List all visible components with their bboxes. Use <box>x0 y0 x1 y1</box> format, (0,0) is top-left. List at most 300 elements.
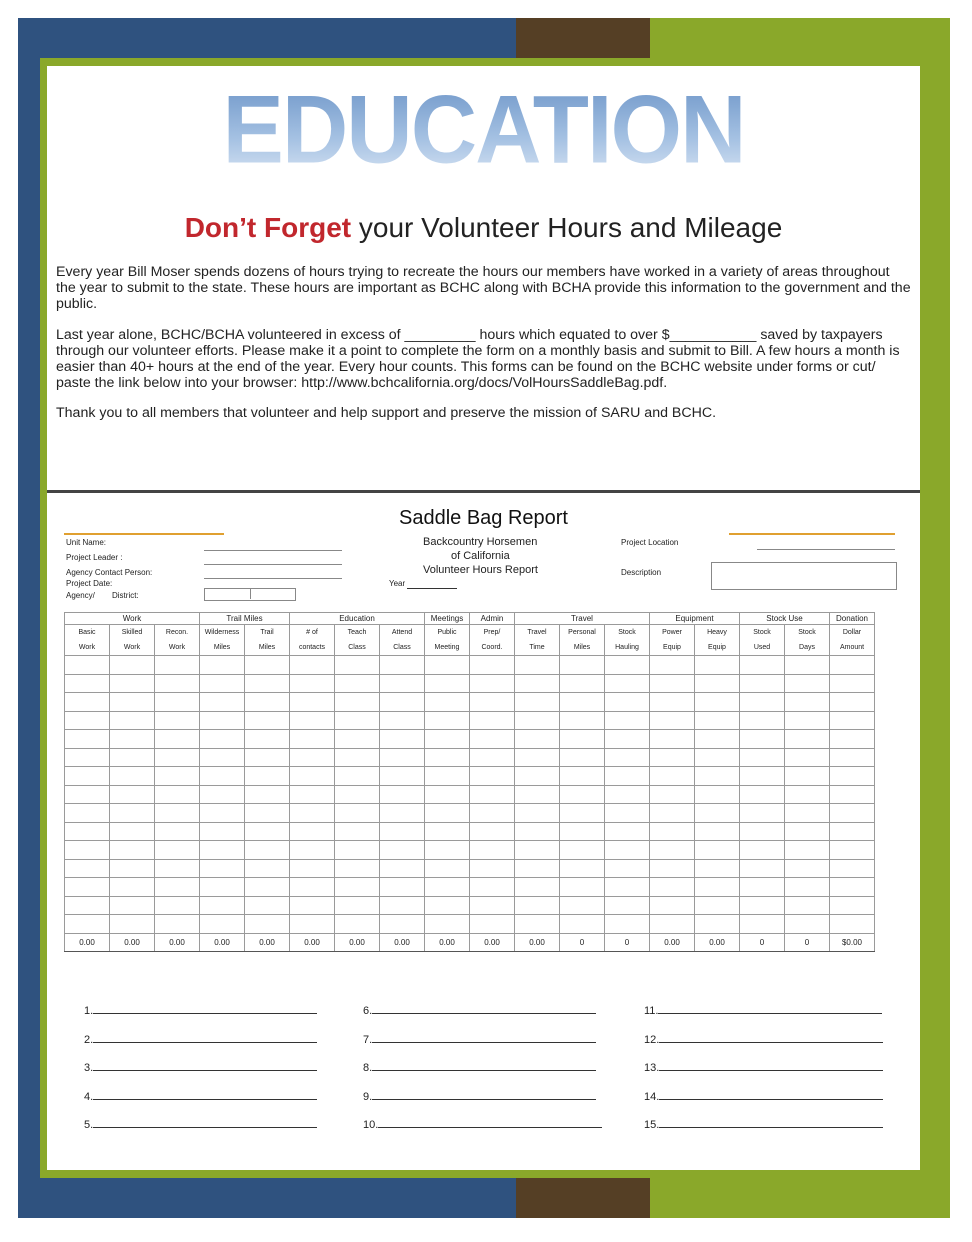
entry-cell[interactable] <box>650 859 695 878</box>
entry-cell[interactable] <box>380 674 425 693</box>
entry-cell[interactable] <box>200 896 245 915</box>
entry-cell[interactable] <box>425 915 470 934</box>
entry-cell[interactable] <box>830 859 875 878</box>
entry-cell[interactable] <box>65 730 110 749</box>
signature-line[interactable] <box>84 1117 317 1131</box>
entry-cell[interactable] <box>245 711 290 730</box>
entry-cell[interactable] <box>290 804 335 823</box>
signature-line[interactable] <box>363 1089 596 1103</box>
entry-cell[interactable] <box>200 748 245 767</box>
entry-cell[interactable] <box>425 859 470 878</box>
description-field[interactable] <box>711 562 897 590</box>
entry-cell[interactable] <box>200 785 245 804</box>
entry-cell[interactable] <box>740 674 785 693</box>
entry-cell[interactable] <box>560 767 605 786</box>
entry-cell[interactable] <box>65 748 110 767</box>
entry-cell[interactable] <box>65 711 110 730</box>
entry-cell[interactable] <box>650 915 695 934</box>
entry-cell[interactable] <box>605 693 650 712</box>
entry-cell[interactable] <box>695 674 740 693</box>
signature-line[interactable] <box>84 1060 317 1074</box>
entry-cell[interactable] <box>560 878 605 897</box>
entry-cell[interactable] <box>785 711 830 730</box>
entry-cell[interactable] <box>335 804 380 823</box>
entry-cell[interactable] <box>785 767 830 786</box>
entry-cell[interactable] <box>245 878 290 897</box>
entry-cell[interactable] <box>740 748 785 767</box>
entry-cell[interactable] <box>335 785 380 804</box>
entry-cell[interactable] <box>380 785 425 804</box>
entry-cell[interactable] <box>110 656 155 675</box>
signature-line[interactable] <box>84 1032 317 1046</box>
entry-cell[interactable] <box>470 730 515 749</box>
entry-cell[interactable] <box>560 785 605 804</box>
entry-cell[interactable] <box>650 674 695 693</box>
entry-cell[interactable] <box>380 859 425 878</box>
entry-cell[interactable] <box>695 693 740 712</box>
entry-cell[interactable] <box>380 878 425 897</box>
entry-cell[interactable] <box>380 841 425 860</box>
entry-cell[interactable] <box>515 804 560 823</box>
signature-blank[interactable] <box>378 1117 602 1128</box>
entry-cell[interactable] <box>200 656 245 675</box>
entry-cell[interactable] <box>380 693 425 712</box>
entry-cell[interactable] <box>155 841 200 860</box>
entry-cell[interactable] <box>695 896 740 915</box>
entry-cell[interactable] <box>695 841 740 860</box>
entry-cell[interactable] <box>290 674 335 693</box>
entry-cell[interactable] <box>425 804 470 823</box>
entry-cell[interactable] <box>200 711 245 730</box>
entry-cell[interactable] <box>65 822 110 841</box>
entry-cell[interactable] <box>110 711 155 730</box>
entry-cell[interactable] <box>740 859 785 878</box>
entry-cell[interactable] <box>740 767 785 786</box>
entry-cell[interactable] <box>245 859 290 878</box>
signature-blank[interactable] <box>659 1117 883 1128</box>
entry-cell[interactable] <box>650 804 695 823</box>
entry-cell[interactable] <box>470 711 515 730</box>
entry-cell[interactable] <box>560 896 605 915</box>
entry-cell[interactable] <box>650 841 695 860</box>
entry-cell[interactable] <box>65 693 110 712</box>
entry-cell[interactable] <box>380 804 425 823</box>
signature-line[interactable] <box>84 1089 317 1103</box>
signature-blank[interactable] <box>93 1117 317 1128</box>
entry-cell[interactable] <box>290 822 335 841</box>
entry-cell[interactable] <box>155 693 200 712</box>
entry-cell[interactable] <box>695 748 740 767</box>
entry-cell[interactable] <box>605 822 650 841</box>
entry-cell[interactable] <box>785 785 830 804</box>
entry-cell[interactable] <box>695 804 740 823</box>
signature-line[interactable] <box>644 1089 883 1103</box>
entry-cell[interactable] <box>110 767 155 786</box>
entry-cell[interactable] <box>605 730 650 749</box>
entry-cell[interactable] <box>380 896 425 915</box>
entry-cell[interactable] <box>425 822 470 841</box>
entry-cell[interactable] <box>380 711 425 730</box>
entry-cell[interactable] <box>785 841 830 860</box>
signature-blank[interactable] <box>372 1060 596 1071</box>
entry-cell[interactable] <box>830 674 875 693</box>
entry-cell[interactable] <box>740 693 785 712</box>
entry-cell[interactable] <box>470 915 515 934</box>
entry-cell[interactable] <box>290 730 335 749</box>
entry-cell[interactable] <box>155 859 200 878</box>
entry-cell[interactable] <box>695 785 740 804</box>
signature-line[interactable] <box>644 1117 883 1131</box>
signature-line[interactable] <box>84 1003 317 1017</box>
signature-blank[interactable] <box>659 1032 883 1043</box>
entry-cell[interactable] <box>380 748 425 767</box>
entry-cell[interactable] <box>200 674 245 693</box>
entry-cell[interactable] <box>65 878 110 897</box>
entry-cell[interactable] <box>380 915 425 934</box>
entry-cell[interactable] <box>110 748 155 767</box>
entry-cell[interactable] <box>290 711 335 730</box>
entry-cell[interactable] <box>830 767 875 786</box>
entry-cell[interactable] <box>245 896 290 915</box>
entry-cell[interactable] <box>470 841 515 860</box>
entry-cell[interactable] <box>335 693 380 712</box>
entry-cell[interactable] <box>470 822 515 841</box>
entry-cell[interactable] <box>605 859 650 878</box>
entry-cell[interactable] <box>290 785 335 804</box>
entry-cell[interactable] <box>200 878 245 897</box>
project-leader-field[interactable] <box>204 564 342 565</box>
entry-cell[interactable] <box>515 859 560 878</box>
entry-cell[interactable] <box>425 674 470 693</box>
entry-cell[interactable] <box>335 674 380 693</box>
entry-cell[interactable] <box>425 656 470 675</box>
entry-cell[interactable] <box>605 656 650 675</box>
entry-cell[interactable] <box>740 878 785 897</box>
entry-cell[interactable] <box>785 896 830 915</box>
entry-cell[interactable] <box>605 767 650 786</box>
entry-cell[interactable] <box>650 656 695 675</box>
entry-cell[interactable] <box>335 859 380 878</box>
entry-cell[interactable] <box>425 730 470 749</box>
entry-cell[interactable] <box>110 841 155 860</box>
entry-cell[interactable] <box>650 878 695 897</box>
entry-cell[interactable] <box>515 693 560 712</box>
entry-cell[interactable] <box>290 841 335 860</box>
entry-cell[interactable] <box>425 841 470 860</box>
entry-cell[interactable] <box>200 804 245 823</box>
entry-cell[interactable] <box>110 674 155 693</box>
entry-cell[interactable] <box>830 896 875 915</box>
entry-cell[interactable] <box>605 841 650 860</box>
entry-cell[interactable] <box>110 785 155 804</box>
entry-cell[interactable] <box>200 693 245 712</box>
entry-cell[interactable] <box>785 804 830 823</box>
entry-cell[interactable] <box>560 711 605 730</box>
entry-cell[interactable] <box>335 730 380 749</box>
entry-cell[interactable] <box>380 730 425 749</box>
entry-cell[interactable] <box>605 711 650 730</box>
signature-blank[interactable] <box>372 1032 596 1043</box>
entry-cell[interactable] <box>335 915 380 934</box>
entry-cell[interactable] <box>425 878 470 897</box>
entry-cell[interactable] <box>605 915 650 934</box>
signature-blank[interactable] <box>93 1089 317 1100</box>
signature-blank[interactable] <box>93 1032 317 1043</box>
agency-contact-field[interactable] <box>204 578 342 579</box>
entry-cell[interactable] <box>155 748 200 767</box>
signature-line[interactable] <box>363 1032 596 1046</box>
entry-cell[interactable] <box>830 822 875 841</box>
entry-cell[interactable] <box>830 785 875 804</box>
entry-cell[interactable] <box>515 748 560 767</box>
entry-cell[interactable] <box>650 785 695 804</box>
signature-blank[interactable] <box>93 1003 317 1014</box>
entry-cell[interactable] <box>695 915 740 934</box>
entry-cell[interactable] <box>560 693 605 712</box>
entry-cell[interactable] <box>830 878 875 897</box>
entry-cell[interactable] <box>605 804 650 823</box>
entry-cell[interactable] <box>65 656 110 675</box>
entry-cell[interactable] <box>650 711 695 730</box>
entry-cell[interactable] <box>65 674 110 693</box>
entry-cell[interactable] <box>200 915 245 934</box>
entry-cell[interactable] <box>155 711 200 730</box>
entry-cell[interactable] <box>560 674 605 693</box>
entry-cell[interactable] <box>830 748 875 767</box>
entry-cell[interactable] <box>245 748 290 767</box>
entry-cell[interactable] <box>650 896 695 915</box>
entry-cell[interactable] <box>155 878 200 897</box>
entry-cell[interactable] <box>155 674 200 693</box>
entry-cell[interactable] <box>515 841 560 860</box>
entry-cell[interactable] <box>695 656 740 675</box>
entry-cell[interactable] <box>515 656 560 675</box>
entry-cell[interactable] <box>110 915 155 934</box>
entry-cell[interactable] <box>785 730 830 749</box>
entry-cell[interactable] <box>110 822 155 841</box>
entry-cell[interactable] <box>290 748 335 767</box>
entry-cell[interactable] <box>830 730 875 749</box>
entry-cell[interactable] <box>605 896 650 915</box>
entry-cell[interactable] <box>515 767 560 786</box>
signature-line[interactable] <box>644 1003 882 1017</box>
signature-line[interactable] <box>644 1060 883 1074</box>
entry-cell[interactable] <box>785 693 830 712</box>
entry-cell[interactable] <box>245 693 290 712</box>
entry-cell[interactable] <box>380 822 425 841</box>
entry-cell[interactable] <box>335 767 380 786</box>
entry-cell[interactable] <box>290 896 335 915</box>
entry-cell[interactable] <box>695 767 740 786</box>
signature-line[interactable] <box>644 1032 883 1046</box>
entry-cell[interactable] <box>650 748 695 767</box>
entry-cell[interactable] <box>470 693 515 712</box>
entry-cell[interactable] <box>110 804 155 823</box>
entry-cell[interactable] <box>335 748 380 767</box>
entry-cell[interactable] <box>515 896 560 915</box>
entry-cell[interactable] <box>605 674 650 693</box>
entry-cell[interactable] <box>560 915 605 934</box>
signature-blank[interactable] <box>658 1003 882 1014</box>
entry-cell[interactable] <box>110 859 155 878</box>
entry-cell[interactable] <box>560 748 605 767</box>
entry-cell[interactable] <box>470 748 515 767</box>
entry-cell[interactable] <box>65 859 110 878</box>
entry-cell[interactable] <box>155 656 200 675</box>
entry-cell[interactable] <box>560 730 605 749</box>
entry-cell[interactable] <box>65 785 110 804</box>
entry-cell[interactable] <box>470 767 515 786</box>
entry-cell[interactable] <box>65 896 110 915</box>
entry-cell[interactable] <box>200 822 245 841</box>
entry-cell[interactable] <box>695 711 740 730</box>
entry-cell[interactable] <box>650 822 695 841</box>
entry-cell[interactable] <box>425 785 470 804</box>
entry-cell[interactable] <box>515 822 560 841</box>
entry-cell[interactable] <box>335 711 380 730</box>
entry-cell[interactable] <box>335 896 380 915</box>
entry-cell[interactable] <box>290 878 335 897</box>
entry-cell[interactable] <box>515 878 560 897</box>
entry-cell[interactable] <box>515 730 560 749</box>
year-field[interactable] <box>407 588 457 589</box>
entry-cell[interactable] <box>695 878 740 897</box>
entry-cell[interactable] <box>155 767 200 786</box>
entry-cell[interactable] <box>560 822 605 841</box>
entry-cell[interactable] <box>740 896 785 915</box>
entry-cell[interactable] <box>830 841 875 860</box>
entry-cell[interactable] <box>245 822 290 841</box>
entry-cell[interactable] <box>245 674 290 693</box>
entry-cell[interactable] <box>155 915 200 934</box>
entry-cell[interactable] <box>830 693 875 712</box>
entry-cell[interactable] <box>470 859 515 878</box>
entry-cell[interactable] <box>650 730 695 749</box>
signature-blank[interactable] <box>659 1060 883 1071</box>
entry-cell[interactable] <box>65 767 110 786</box>
entry-cell[interactable] <box>110 878 155 897</box>
entry-cell[interactable] <box>470 674 515 693</box>
entry-cell[interactable] <box>515 915 560 934</box>
project-location-field[interactable] <box>757 549 895 550</box>
entry-cell[interactable] <box>245 841 290 860</box>
entry-cell[interactable] <box>785 748 830 767</box>
entry-cell[interactable] <box>110 693 155 712</box>
entry-cell[interactable] <box>335 841 380 860</box>
entry-cell[interactable] <box>785 674 830 693</box>
entry-cell[interactable] <box>515 674 560 693</box>
entry-cell[interactable] <box>740 841 785 860</box>
entry-cell[interactable] <box>425 767 470 786</box>
entry-cell[interactable] <box>425 748 470 767</box>
entry-cell[interactable] <box>335 878 380 897</box>
entry-cell[interactable] <box>290 767 335 786</box>
unit-name-field[interactable] <box>204 550 342 551</box>
entry-cell[interactable] <box>110 896 155 915</box>
entry-cell[interactable] <box>515 711 560 730</box>
entry-cell[interactable] <box>740 656 785 675</box>
entry-cell[interactable] <box>650 767 695 786</box>
entry-cell[interactable] <box>740 915 785 934</box>
entry-cell[interactable] <box>470 896 515 915</box>
entry-cell[interactable] <box>65 804 110 823</box>
entry-cell[interactable] <box>245 915 290 934</box>
entry-cell[interactable] <box>470 878 515 897</box>
entry-cell[interactable] <box>155 804 200 823</box>
entry-cell[interactable] <box>65 915 110 934</box>
entry-cell[interactable] <box>695 859 740 878</box>
entry-cell[interactable] <box>335 656 380 675</box>
entry-cell[interactable] <box>335 822 380 841</box>
entry-cell[interactable] <box>200 767 245 786</box>
entry-cell[interactable] <box>470 656 515 675</box>
entry-cell[interactable] <box>425 711 470 730</box>
entry-cell[interactable] <box>290 693 335 712</box>
signature-blank[interactable] <box>372 1089 596 1100</box>
entry-cell[interactable] <box>740 730 785 749</box>
entry-cell[interactable] <box>515 785 560 804</box>
entry-cell[interactable] <box>740 785 785 804</box>
entry-cell[interactable] <box>155 822 200 841</box>
entry-cell[interactable] <box>740 804 785 823</box>
entry-cell[interactable] <box>830 804 875 823</box>
entry-cell[interactable] <box>560 656 605 675</box>
entry-cell[interactable] <box>380 656 425 675</box>
entry-cell[interactable] <box>695 730 740 749</box>
entry-cell[interactable] <box>425 693 470 712</box>
entry-cell[interactable] <box>245 730 290 749</box>
entry-cell[interactable] <box>200 841 245 860</box>
entry-cell[interactable] <box>830 711 875 730</box>
entry-cell[interactable] <box>200 730 245 749</box>
entry-cell[interactable] <box>155 896 200 915</box>
entry-cell[interactable] <box>155 730 200 749</box>
entry-cell[interactable] <box>245 767 290 786</box>
entry-cell[interactable] <box>560 841 605 860</box>
entry-cell[interactable] <box>785 656 830 675</box>
entry-cell[interactable] <box>200 859 245 878</box>
entry-cell[interactable] <box>605 878 650 897</box>
entry-cell[interactable] <box>830 915 875 934</box>
signature-line[interactable] <box>363 1117 602 1131</box>
entry-cell[interactable] <box>785 822 830 841</box>
entry-cell[interactable] <box>245 656 290 675</box>
entry-cell[interactable] <box>110 730 155 749</box>
entry-cell[interactable] <box>290 915 335 934</box>
entry-cell[interactable] <box>245 804 290 823</box>
signature-blank[interactable] <box>93 1060 317 1071</box>
signature-blank[interactable] <box>372 1003 596 1014</box>
entry-cell[interactable] <box>290 656 335 675</box>
entry-cell[interactable] <box>740 711 785 730</box>
entry-cell[interactable] <box>65 841 110 860</box>
entry-cell[interactable] <box>695 822 740 841</box>
entry-cell[interactable] <box>740 822 785 841</box>
entry-cell[interactable] <box>470 785 515 804</box>
entry-cell[interactable] <box>290 859 335 878</box>
signature-blank[interactable] <box>659 1089 883 1100</box>
entry-cell[interactable] <box>605 748 650 767</box>
entry-cell[interactable] <box>785 859 830 878</box>
entry-cell[interactable] <box>380 767 425 786</box>
entry-cell[interactable] <box>245 785 290 804</box>
entry-cell[interactable] <box>785 915 830 934</box>
entry-cell[interactable] <box>605 785 650 804</box>
entry-cell[interactable] <box>650 693 695 712</box>
entry-cell[interactable] <box>155 785 200 804</box>
entry-cell[interactable] <box>560 859 605 878</box>
entry-cell[interactable] <box>425 896 470 915</box>
